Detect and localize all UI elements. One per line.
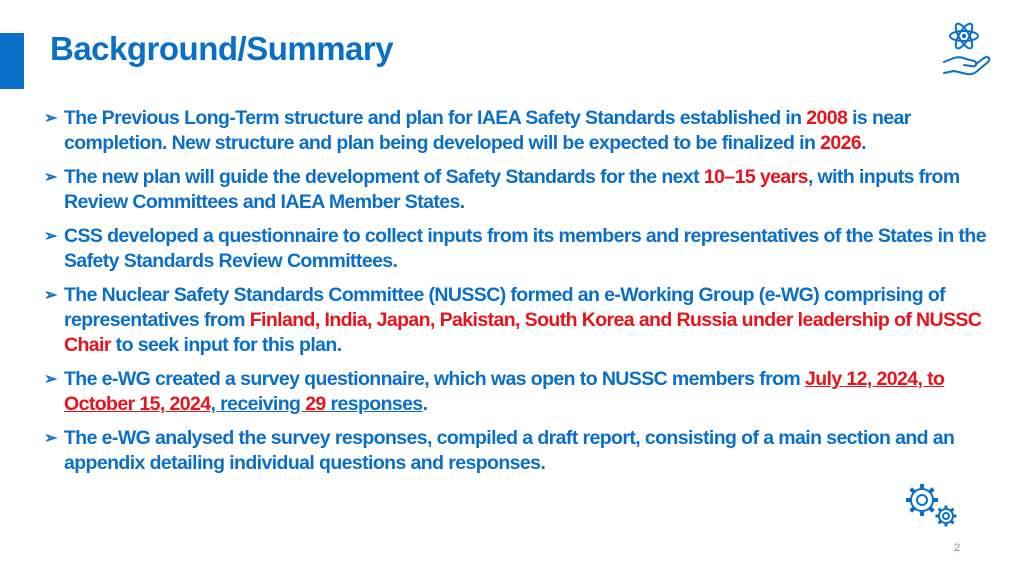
bullet-item: ➢ The e-WG analysed the survey responses, compiled a draft report, consisting of a main section and an appendix detailing individual questions and responses.: [44, 427, 955, 474]
slide-title: Background/Summary: [50, 30, 394, 67]
bullet-item: ➢ CSS developed a questionnaire to collect inputs from its members and representatives of the States in the Safety Standards Review Committees.: [44, 225, 986, 272]
bullet-item: ➢ The new plan will guide the development of Safety Standards for the next 10–15 years, with inputs from Review Committees and IAEA Member States.: [44, 166, 960, 213]
atom-hand-icon: [940, 18, 992, 78]
bullet-list: [44, 106, 994, 485]
bullet-arrow-icon: ➢: [44, 287, 58, 304]
page-number: 2: [954, 542, 961, 554]
bullet-item: ➢ The Previous Long-Term structure and plan for IAEA Safety Standards established in 2008 is near completion. New structure and plan being developed will be expected to be finalized in 2026.: [44, 107, 911, 154]
gears-icon: [900, 478, 964, 530]
bullet-arrow-icon: ➢: [44, 228, 58, 245]
bullet-arrow-icon: ➢: [44, 371, 58, 388]
bullet-item: ➢ The Nuclear Safety Standards Committee (NUSSC) formed an e-Working Group (e-WG) comprising of representatives from Finland, India, Japan, Pakistan, South Korea and Russia under leadership of NUSSC Chair to seek input for this plan.: [44, 284, 982, 356]
bullet-arrow-icon: ➢: [44, 110, 58, 127]
bullet-arrow-icon: ➢: [44, 169, 58, 186]
title-accent-bar: [0, 33, 24, 89]
bullet-arrow-icon: ➢: [44, 430, 58, 447]
bullet-item: ➢ The e-WG created a survey questionnaire, which was open to NUSSC members from July 12, 2024, to October 15, 2024, receiving 29 responses.: [44, 368, 945, 415]
